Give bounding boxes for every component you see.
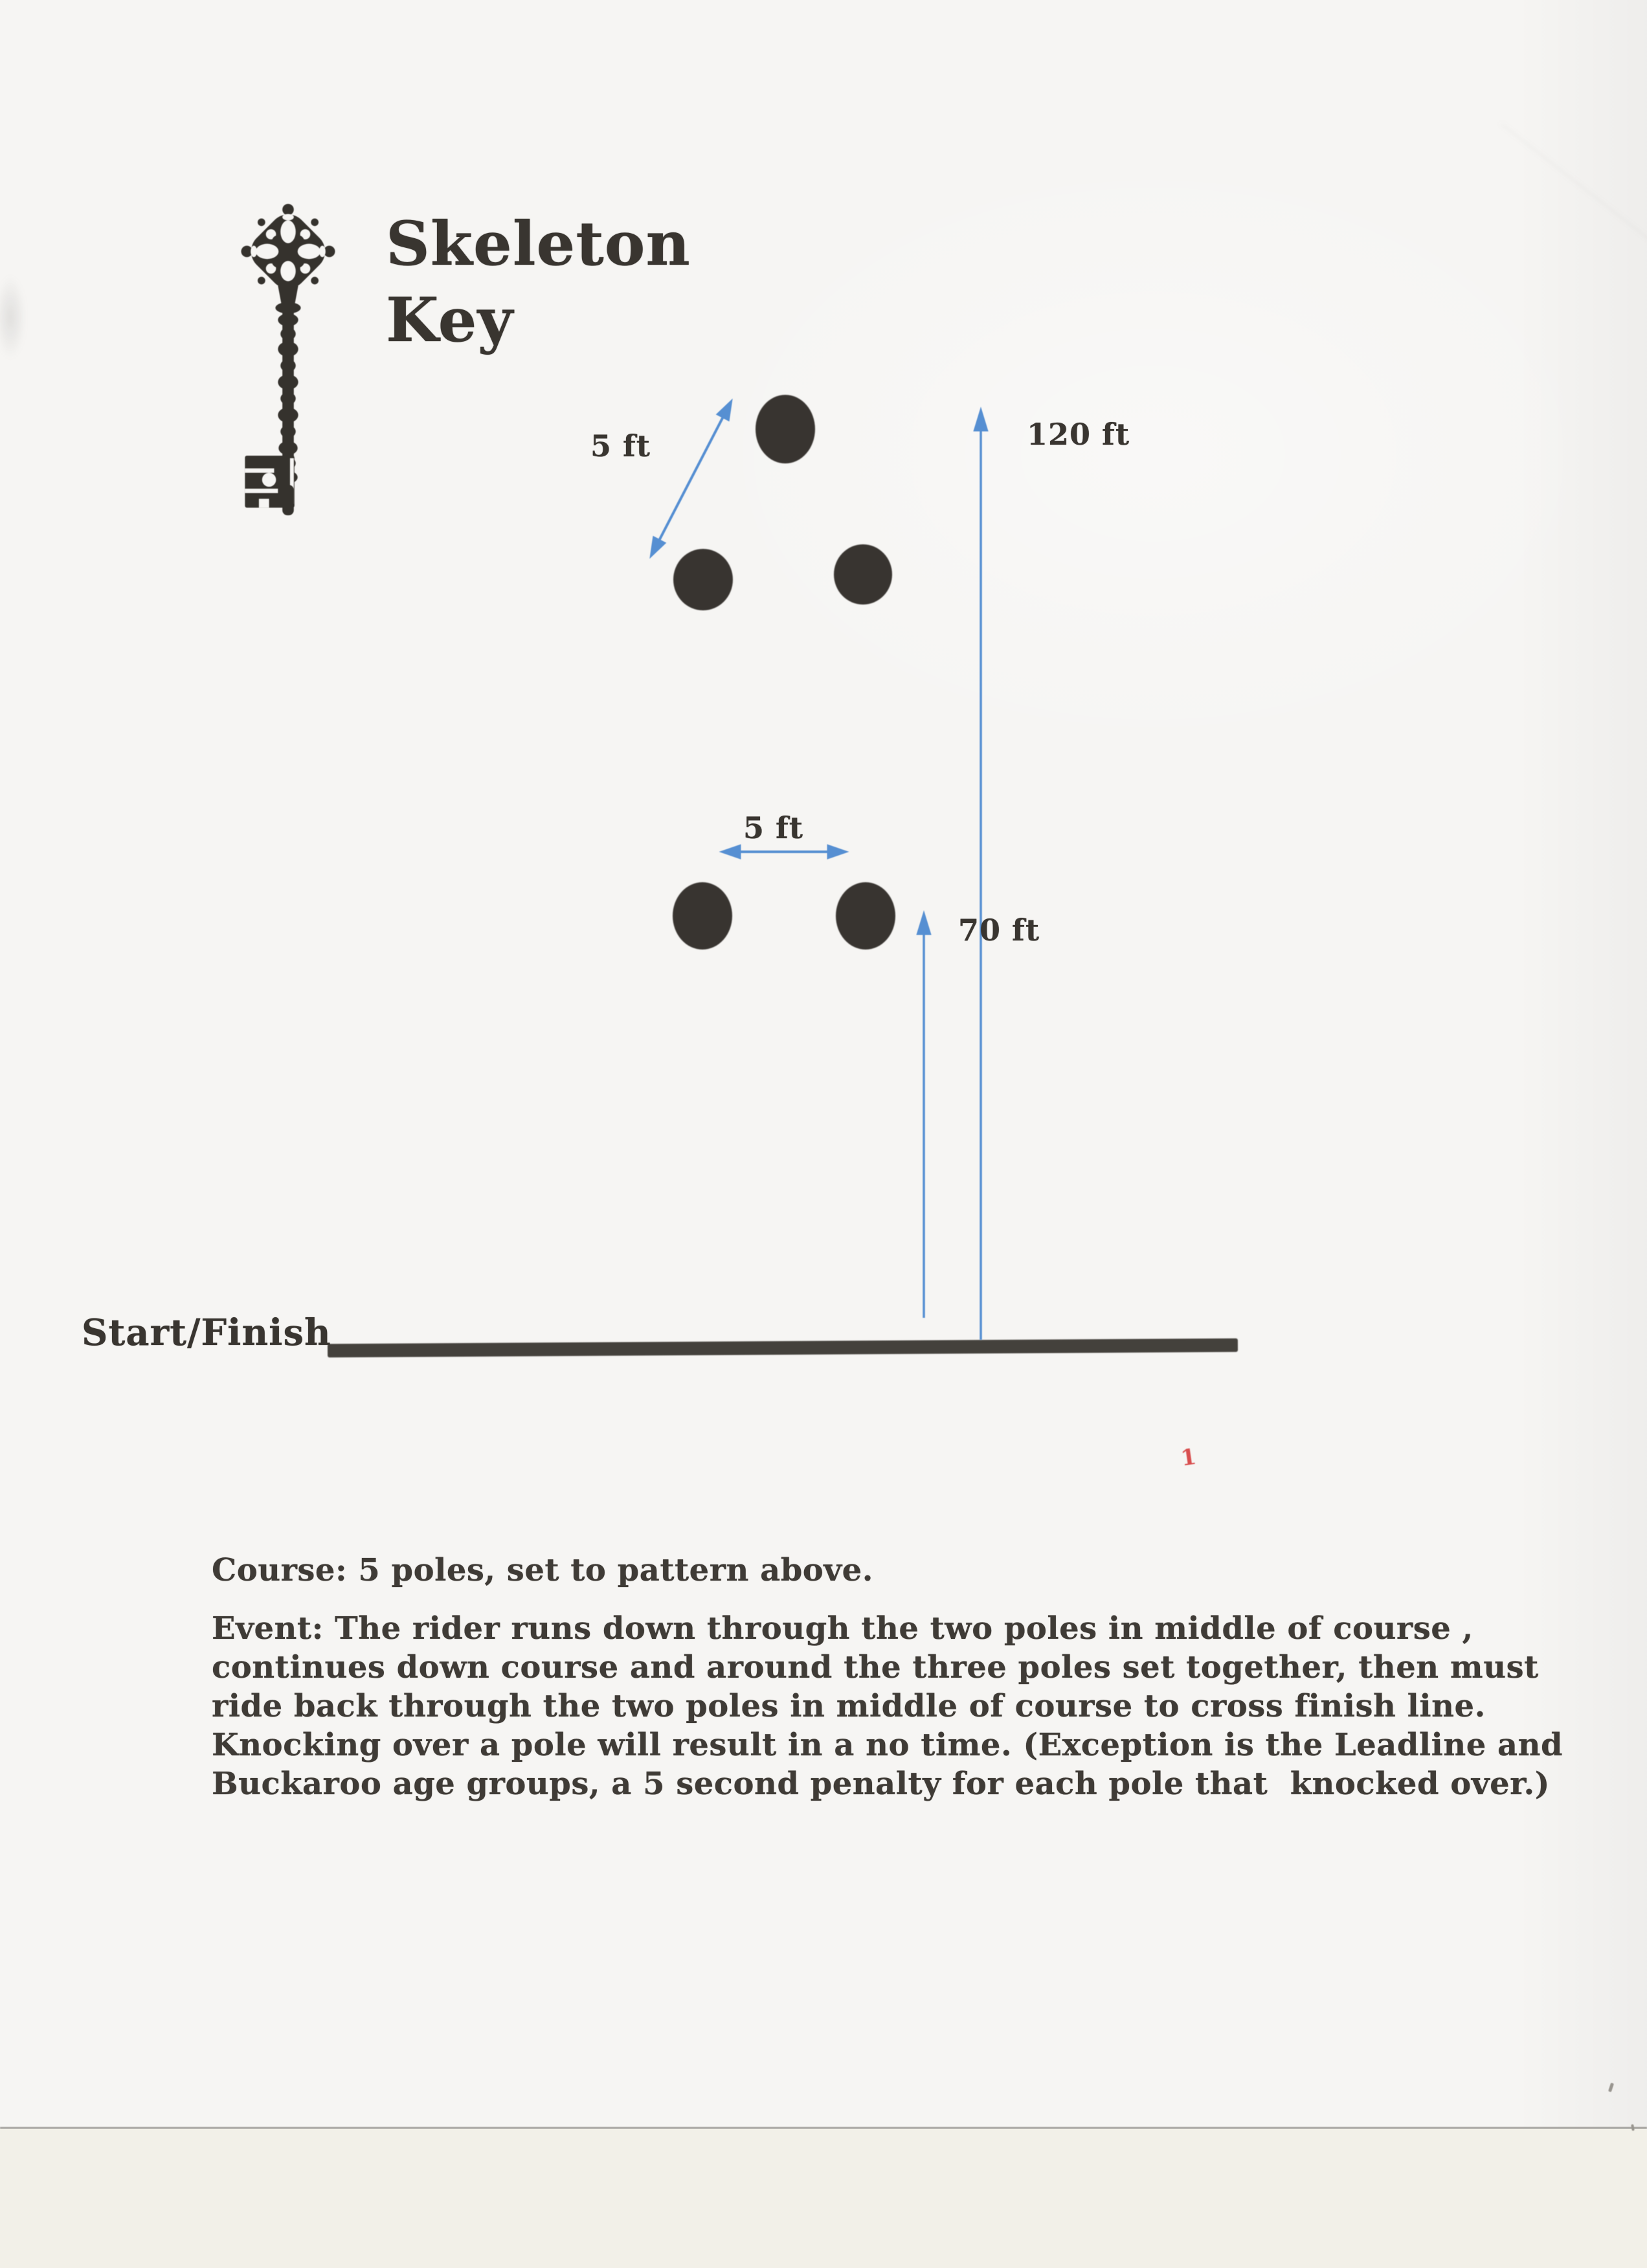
start-finish-line bbox=[328, 1339, 1238, 1358]
pole-marker-lower-right bbox=[836, 882, 895, 950]
event-line: Buckaroo age groups, a 5 second penalty for each pole that knocked over.) bbox=[212, 1766, 1550, 1802]
pole-marker-top bbox=[756, 395, 815, 463]
pole-marker-mid-left bbox=[673, 549, 733, 610]
label-lower-gap: 5 ft bbox=[743, 810, 804, 845]
label-top-gap: 5 ft bbox=[590, 428, 651, 463]
event-line: Knocking over a pole will result in a no time. (Exception is the Leadline and bbox=[212, 1727, 1563, 1763]
page-title-line1: Skeleton bbox=[386, 208, 691, 280]
page-title bbox=[386, 206, 691, 359]
scanner-background bbox=[0, 2129, 1647, 2268]
scan-speck bbox=[1608, 2083, 1614, 2093]
event-line: ride back through the two poles in middle of course to cross finish line. bbox=[212, 1688, 1486, 1724]
course-summary-line: Course: 5 poles, set to pattern above. bbox=[212, 1552, 873, 1588]
label-return-distance: 70 ft bbox=[958, 913, 1040, 948]
stray-red-mark: 1 bbox=[1179, 1443, 1198, 1472]
page-title-line2: Key bbox=[386, 285, 514, 357]
pole-marker-mid-right bbox=[834, 544, 892, 605]
label-course-length: 120 ft bbox=[1027, 417, 1130, 452]
paper-crease bbox=[1500, 122, 1647, 267]
skeleton-key-icon bbox=[237, 202, 339, 519]
event-description bbox=[212, 1609, 1563, 1803]
scan-speck bbox=[1631, 2124, 1635, 2131]
pole-marker-lower-left bbox=[673, 882, 732, 950]
event-line: Event: The rider runs down through the two poles in middle of course , bbox=[212, 1610, 1473, 1647]
event-line: continues down course and around the three poles set together, then must bbox=[212, 1649, 1539, 1685]
scan-smudge bbox=[0, 275, 26, 359]
start-finish-label: Start/Finish bbox=[82, 1311, 331, 1354]
